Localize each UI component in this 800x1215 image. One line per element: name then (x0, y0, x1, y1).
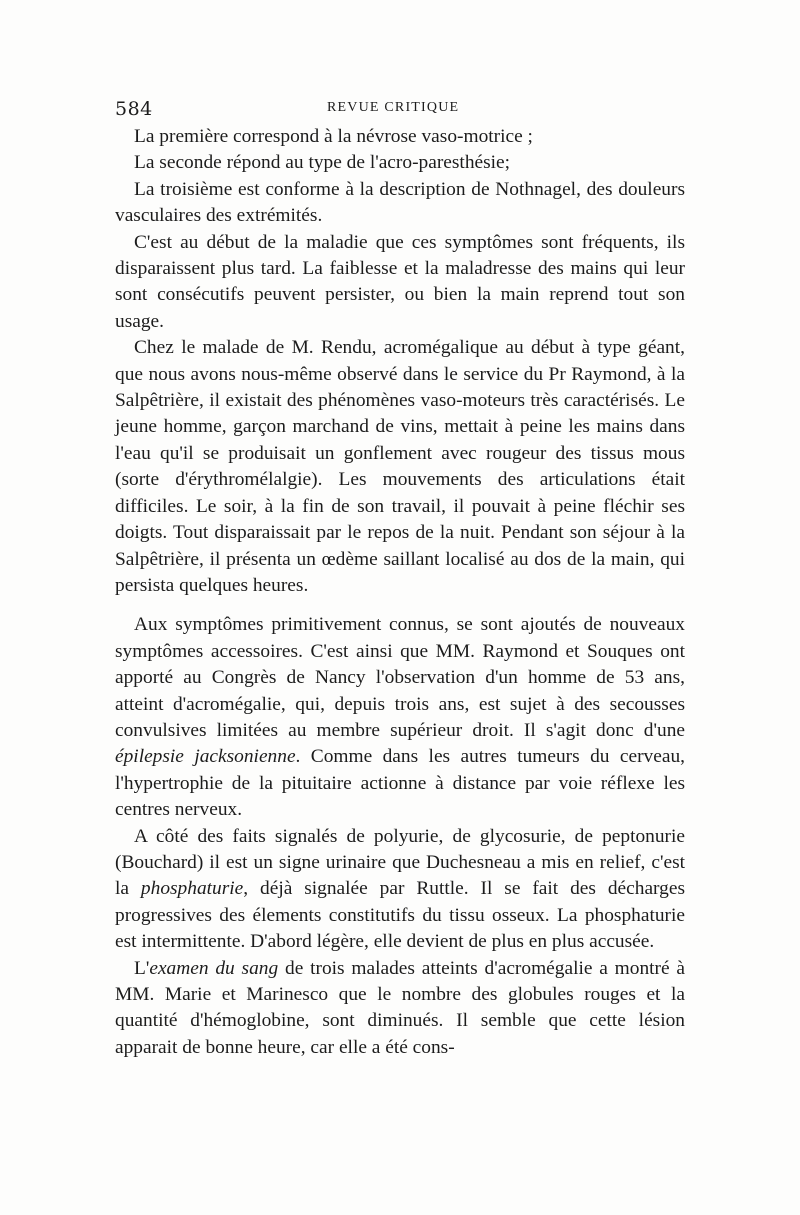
text-run: La première correspond à la névrose vaso-motrice ; (134, 126, 533, 147)
text-run: La seconde répond au type de l'acro-paresthésie; (134, 152, 511, 174)
text-run: , déjà signalée par Ruttle. Il se fait des décharges progressives des élements constitutifs du tissu osseux. La phosphaturie est intermittente. D'abord légère, elle devient de plus en plus accusée. (115, 878, 686, 953)
italic-term: phosphaturie (140, 878, 244, 900)
page-number: 584 (115, 98, 153, 120)
text-run: C'est au début de la maladie que ces symptômes sont fréquents, ils disparaissent plus tard. La faiblesse et la maladresse des mains qui leur sont consécutifs peuvent persister, ou bien la main reprend tout son usage. (115, 231, 685, 332)
text-run: Aux symptômes primitivement connus, se sont ajoutés de nouveaux symptômes accessoires. C'est ainsi que MM. Raymond et Souques ont apporté au Congrès de Nancy l'observation d'un homme de 53 ans, atteint d'acromégalie, qui, depuis trois ans, est sujet à des secousses convulsives limitées au membre supérieur droit. Il s'agit donc d'une (115, 614, 685, 741)
paragraph (115, 177, 685, 230)
paragraph (115, 956, 685, 1062)
paragraph (115, 824, 685, 956)
body-text (115, 124, 685, 1061)
paragraph (115, 230, 685, 336)
italic-term: examen du sang (149, 957, 279, 979)
text-run: L' (134, 957, 150, 979)
italic-term: épilepsie jacksonienne (115, 746, 296, 768)
text-run: La troisième est conforme à la description de Nothnagel, des douleurs vasculaires des extrémités. (115, 178, 685, 227)
paragraph (115, 124, 685, 150)
running-title: REVUE CRITIQUE (327, 100, 460, 115)
text-run: Chez le malade de M. Rendu, acromégalique au début à type géant, que nous avons nous-même observé dans le service du Pr Raymond, à la Salpêtrière, il existait des phénomènes vaso-moteurs très caractérisés. Le jeune homme, garçon marchand de vins, mettait à peine les mains dans l'eau qu'il se produisait un gonflement avec rougeur des tissus mous (sorte d'érythromélalgie). Les mouvements des articulations était difficiles. Le soir, à la fin de son travail, il pouvait à peine fléchir ses doigts. Tout disparaissait par le repos de la nuit. Pendant son séjour à la Salpêtrière, il présenta un œdème saillant localisé au dos de la main, qui persista quelques heures. (115, 337, 685, 596)
paragraph (115, 335, 685, 599)
page-header (115, 98, 685, 122)
paragraph (115, 612, 685, 823)
text-run: A côté des faits signalés de polyurie, de glycosurie, de peptonurie (Bouchard) il est un signe urinaire que Duchesneau a mis en relief, c'est la (115, 825, 685, 900)
text-run: . Comme dans les autres tumeurs du cerveau, l'hypertrophie de la pituitaire actionne à distance par voie réflexe les centres nerveux. (115, 746, 685, 821)
paragraph (115, 150, 685, 176)
text-run: de trois malades atteints d'acromégalie a montré à MM. Marie et Marinesco que le nombre des globules rouges et la quantité d'hémoglobine, sont diminués. Il semble que cette lésion apparait de bonne heure, car elle a été cons- (115, 957, 686, 1058)
